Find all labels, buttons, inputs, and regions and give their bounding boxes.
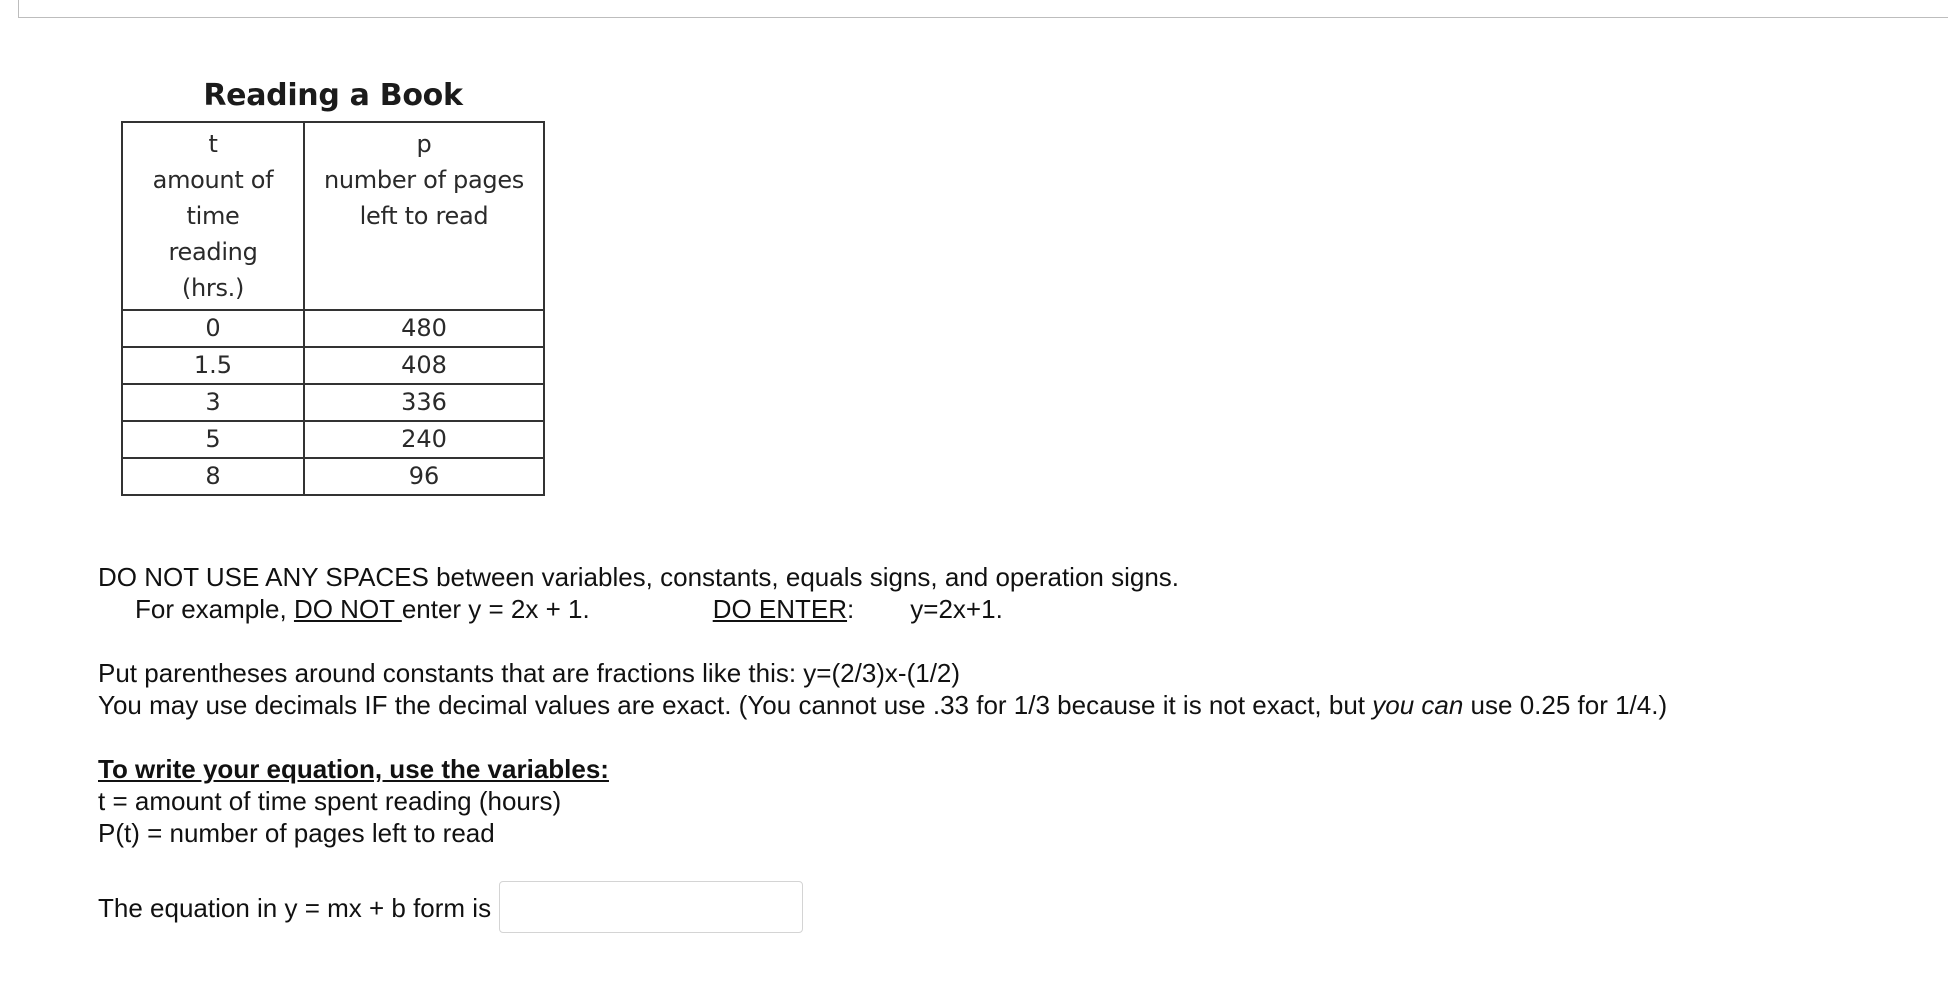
- header-p: [304, 122, 544, 310]
- fractions-instruction: Put parentheses around constants that are fractions like this: y=(2/3)x-(1/2): [98, 658, 961, 688]
- do-enter-colon: :: [847, 594, 855, 624]
- instructions-block: [98, 561, 1798, 933]
- cell-t: 0: [122, 310, 304, 347]
- header-t-line: amount of: [152, 166, 274, 194]
- header-t-var: t: [208, 130, 218, 158]
- cell-p: 408: [304, 347, 544, 384]
- cell-t: 3: [122, 384, 304, 421]
- do-enter-text: DO ENTER: [712, 594, 848, 624]
- decimals-text-after: use 0.25 for 1/4.): [1463, 690, 1668, 720]
- decimals-instruction: [98, 689, 1798, 721]
- table-title: Reading a Book: [203, 78, 463, 113]
- variable-p-definition: P(t) = number of pages left to read: [98, 818, 495, 848]
- table-row: [122, 458, 544, 495]
- top-frame-border: [18, 0, 1948, 18]
- header-p-var: p: [416, 130, 432, 158]
- header-p-line: number of pages: [323, 166, 524, 194]
- variable-t-definition: t = amount of time spent reading (hours): [98, 786, 562, 816]
- cell-t: 8: [122, 458, 304, 495]
- table-row: [122, 310, 544, 347]
- good-example: y=2x+1.: [910, 594, 1003, 624]
- example-line: [98, 593, 1798, 625]
- cell-t: 1.5: [122, 347, 304, 384]
- reading-book-table: [121, 121, 545, 496]
- header-t-line: (hrs.): [181, 274, 245, 302]
- cell-t: 5: [122, 421, 304, 458]
- cell-p: 240: [304, 421, 544, 458]
- header-t-line: time: [186, 202, 240, 230]
- header-p-line: left to read: [359, 202, 489, 230]
- no-spaces-instruction: DO NOT USE ANY SPACES between variables, constants, equals signs, and operation signs.: [98, 562, 1180, 592]
- header-t: [122, 122, 304, 310]
- cell-p: 480: [304, 310, 544, 347]
- decimals-text-before: You may use decimals IF the decimal values are exact. (You cannot use .33 for 1/3 because it is not exact, but: [98, 690, 1373, 720]
- cell-p: 96: [304, 458, 544, 495]
- table-row: [122, 384, 544, 421]
- answer-row: [98, 881, 1798, 933]
- cell-p: 336: [304, 384, 544, 421]
- answer-label: The equation in y = mx + b form is: [98, 893, 492, 923]
- variables-heading: To write your equation, use the variables:: [98, 754, 609, 784]
- bad-example: enter y = 2x + 1.: [401, 594, 590, 624]
- do-not-text: DO NOT: [293, 594, 402, 624]
- table-row: [122, 347, 544, 384]
- decimals-emphasis: you can: [1372, 690, 1464, 720]
- table-header-row: [122, 122, 544, 310]
- table-row: [122, 421, 544, 458]
- equation-answer-input[interactable]: [499, 881, 803, 933]
- header-t-line: reading: [168, 238, 258, 266]
- example-prefix: For example,: [135, 594, 294, 624]
- reading-book-figure: [121, 78, 545, 496]
